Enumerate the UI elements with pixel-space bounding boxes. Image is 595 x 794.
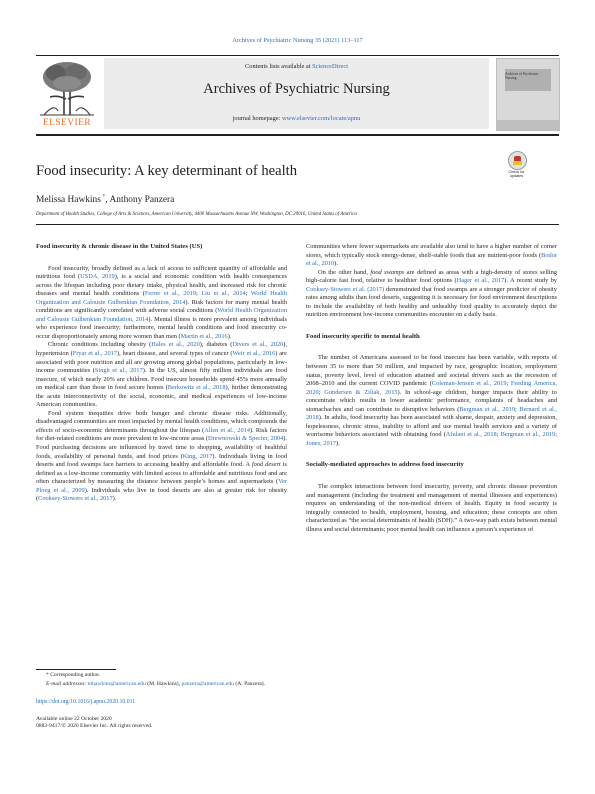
publication-info (36, 716, 152, 730)
body-text: ; (506, 380, 511, 388)
available-online-date: Available online 22 October 2020 (36, 716, 112, 722)
check-updates-label: Check for updates (508, 170, 525, 179)
body-text: ), is a social and economic condition with health consequences across the lifespan including poor dietary intake, physical health, and increased risk for chronic diseases and mental health conditions ( (36, 273, 287, 298)
header-rule-top (36, 55, 559, 56)
citation-link[interactable]: Drewnowski & Specter, 2004 (208, 435, 284, 443)
footnote (36, 671, 559, 688)
citation-link[interactable]: Hager et al., 2017 (456, 277, 505, 285)
body-text: ). (112, 495, 117, 503)
body-text: ). Food purchasing decisions are influenced by travel time to shopping, availability of healthful foods, availability of personal funds, and food prices ( (36, 435, 287, 460)
body-text: ; (195, 290, 202, 298)
body-text: ), diabetes ( (199, 341, 233, 349)
body-text: ; (318, 388, 325, 396)
citation-link[interactable]: Fryar et al., 2017 (72, 350, 118, 358)
paragraph-mental-health (306, 354, 557, 448)
emphasized-term: food swamps (370, 268, 405, 276)
body-text: ), heart disease, and several types of cancer ( (117, 350, 233, 358)
citation-link[interactable]: Bodor et al., 2010 (306, 251, 557, 268)
citation-link[interactable]: Weir et al., 2016 (232, 350, 276, 358)
body-text: ). Individuals who live in food deserts are also at greater risk for obesity ( (36, 486, 287, 503)
section-heading-social-approaches: Socially-mediated approaches to address food insecurity (306, 461, 464, 469)
body-text: ). In the US, almost fifty million individuals are food insecure, of which nearly 20% are children. Food insecure households spend 45% more annually on medical care than those in food secure homes ( (36, 367, 287, 392)
body-text: Food system inequities drive both hunger and chronic disease risks. Additionally, disadvantaged communities are most impacted by mental health conditions, which compounds the effects of socio-economic determinants throughout the lifespan ( (36, 409, 287, 434)
journal-reference[interactable]: Archives of Psychiatric Nursing 35 (2021) 113–117 (232, 37, 363, 44)
contents-prefix: Contents lists available at (245, 63, 313, 70)
citation-link[interactable]: Singh et al., 2017 (94, 367, 143, 375)
citation-link[interactable]: Feeding America, 2020 (306, 380, 557, 396)
corresponding-author-mark[interactable]: * (100, 194, 106, 200)
citation-link[interactable]: Bergman et al., 2019 (500, 431, 556, 439)
contents-available-line (104, 63, 489, 70)
body-text: ; (555, 431, 557, 439)
citation-link[interactable]: Hales et al., 2020 (151, 341, 200, 349)
journal-homepage-line (104, 115, 489, 122)
body-text: ). A recent study by (504, 277, 557, 285)
paragraph-corner-stores (306, 243, 557, 269)
body-text: ; (496, 431, 501, 439)
homepage-prefix: journal homepage: (232, 115, 282, 122)
check-updates-icon (508, 151, 527, 170)
body-text: The complex interactions between food insecurity, poverty, and chronic disease prevention and management (including the treatment and management of mental illnesses and experiences) requires an understanding of the non-medical drivers of health. Equity in food security is integrally connected to health, employment, housing, and education; these concepts are often characterized as “the social determinants of health (SDH).” A two-way path exists between mental illness and social determinants; poor mental health can influence a person’s experience of (306, 483, 557, 533)
corresponding-author-note: * Corresponding author. (46, 672, 101, 678)
sciencedirect-link[interactable]: ScienceDirect (312, 63, 348, 70)
body-text: is defined as a low-income community with limited access to affordable and nutritious food and are often characterized by measuring the distance between people’s homes and supermarkets ( (36, 461, 287, 486)
right-column (306, 243, 557, 534)
email-hawkins-link[interactable]: mhawkins@american.edu (87, 680, 146, 687)
author-panzera[interactable]: , Anthony Panzera (105, 195, 175, 206)
citation-link[interactable]: Ferrer et al., 2019 (144, 290, 196, 298)
citation-link[interactable]: King, 2017 (182, 452, 213, 460)
body-text: ). (227, 332, 232, 340)
body-text: ; (245, 290, 251, 298)
author-affiliation: Department of Health Studies, College of Arts & Sciences, American University, 4400 Massachusetts Avenue NW, Washington, DC 20016, United States of America (36, 212, 357, 217)
left-column (36, 243, 287, 504)
paragraph-food-system-inequities (36, 410, 287, 504)
citation-link[interactable]: USDA, 2019 (80, 273, 115, 281)
citation-link[interactable]: Cooksey-Stowers et al. (2017) (306, 285, 385, 293)
body-text: are defined as areas with a high-density of stores selling high-calorie fast food, relative to healthier food options ( (306, 268, 557, 285)
citation-link[interactable]: Bergman et al., 2019 (459, 405, 515, 413)
email-line (36, 680, 559, 689)
footnote-rule (36, 669, 116, 670)
body-text: The number of Americans assessed to be food insecure has been variable, with reports of between 35 to more than 50 million, and impacted by race, geographic location, employment status, poverty level, level of education attained and societal drivers such as the recession of 2008–2010 and the current COVID pandemic ( (306, 354, 557, 388)
body-text: Communities where fewer supermarkets are available also tend to have a higher number of corner stores, which typically stock energy-dense, shelf-stable foods that are nutrient-poor foods ( (306, 243, 557, 259)
citation-link[interactable]: Ver Ploeg et al., 2009 (36, 478, 287, 494)
body-text: Food insecurity, broadly defined as a lack of access to sufficient quantity of affordable and nutritious food ( (36, 264, 287, 281)
citation-link[interactable]: Liu et al., 2014 (201, 290, 246, 298)
email-panzera-link[interactable]: panzera@american.edu (181, 680, 234, 687)
body-text: ). Risk factors for many mental health conditions are significantly correlated with adverse social conditions ( (36, 298, 287, 315)
email-panzera-owner: (A. Panzera). (233, 680, 266, 687)
body-text: ). Risk factors for diet-related conditions are more prevalent in low-income areas ( (36, 426, 288, 443)
citation-link[interactable]: World Health Organization and Calouste Gulbenkian Foundation, 2014 (36, 290, 288, 306)
journal-cover-thumbnail[interactable] (496, 58, 560, 131)
title-rule (36, 224, 559, 225)
body-text: demonstrated that food swamps are a stronger predictor of obesity rates among adults than food deserts, suggesting it is necessary for food environment descriptions to include the availability of both healthy and unhealthy food quality to accurately depict the nutrition environment low-income communities encounter on a daily basis. (306, 285, 557, 319)
body-text: ), further demonstrating the acute interconnectivity of the social, economic, and medical experiences of low-income American communities. (36, 384, 287, 409)
check-for-updates-button[interactable] (503, 151, 530, 181)
citation-link[interactable]: Jones, 2017 (306, 439, 336, 447)
citation-link[interactable]: Bernard et al., 2018 (306, 405, 557, 422)
citation-link[interactable]: World Health Organization and Calouste Gulbenkian Foundation, 2014 (36, 307, 287, 323)
citation-link[interactable]: Berkowitz et al., 2018 (167, 384, 226, 392)
body-text: ). (335, 439, 340, 447)
body-text: On the other hand, (318, 268, 371, 276)
citation-link[interactable]: Martin et al., 2016 (180, 332, 228, 340)
paragraph-chronic-conditions (36, 341, 287, 409)
journal-title: Archives of Psychiatric Nursing (203, 81, 390, 97)
author-list (36, 194, 174, 205)
header-rule-bottom (36, 134, 559, 136)
email-hawkins-owner: (M. Hawkins), (145, 680, 182, 687)
citation-link[interactable]: Allen et al., 2014 (204, 426, 250, 434)
section-heading-chronic-disease: Food insecurity & chronic disease in the United States (US) (36, 243, 203, 250)
body-text: ; (515, 405, 520, 413)
body-text: ). Individuals living in food deserts and food swamps face barriers to accessing healthy and affordable food. A (36, 452, 288, 469)
citation-link[interactable]: Afulani et al., 2018 (445, 431, 497, 439)
paragraph-social-determinants (306, 483, 557, 534)
article-title: Food insecurity: A key determinant of health (36, 163, 298, 179)
doi-link[interactable]: https://doi.org/10.1016/j.apnu.2020.10.011 (36, 699, 136, 705)
citation-link[interactable]: Coleman-Jensen et al., 2019 (431, 380, 507, 388)
paragraph-food-swamps (306, 269, 557, 320)
publisher-name: ELSEVIER (42, 118, 92, 128)
copyright-line: 0883-9417/© 2020 Elsevier Inc. All rights reserved. (36, 723, 153, 730)
body-text: ). (334, 260, 338, 268)
section-heading-mental-health: Food insecurity specific to mental health (306, 332, 420, 340)
journal-homepage-link[interactable]: www.elsevier.com/locate/apnu (281, 115, 361, 122)
paragraph-food-insecurity-definition (36, 265, 287, 342)
body-text: ). Mental illness is more prevalent among individuals who experience food insecurity; furthermore, mental health conditions and food insecurity co-occur disproportionately among more women than men ( (36, 315, 287, 340)
cover-footer (497, 120, 559, 130)
citation-link[interactable]: Divers et al., 2020 (232, 341, 284, 349)
body-text: ) are associated with poor nutrition and all are growing among global populations, particularly in low-income communities ( (36, 350, 287, 375)
email-label: E-mail addresses: (46, 680, 87, 687)
body-text: ). In adults, food insecurity has been associated with shame, despair, anxiety and depression, hopelessness, chronic stress, inability to afford and use mental health services and a variety of worrisome behaviors associated with obtaining food ( (306, 414, 557, 439)
cover-title: Archives of Psychiatric Nursing (505, 72, 539, 80)
emphasized-term: food desert (251, 461, 281, 469)
body-text: ). In school-age children, hunger impacts their ability to concentrate which results in lower academic performance, complaints of headaches and stomachaches and can contribute to disruptive behaviors ( (306, 388, 557, 413)
citation-link[interactable]: Cooksey-Stowers et al., 2017 (38, 495, 113, 503)
body-text: ), hypertension ( (36, 341, 287, 358)
body-text: Chronic conditions including obesity ( (48, 341, 152, 349)
citation-link[interactable]: Gundersen & Ziliak, 2015 (324, 388, 398, 396)
elsevier-tree-icon (36, 59, 98, 117)
author-hawkins[interactable]: Melissa Hawkins (36, 195, 101, 206)
